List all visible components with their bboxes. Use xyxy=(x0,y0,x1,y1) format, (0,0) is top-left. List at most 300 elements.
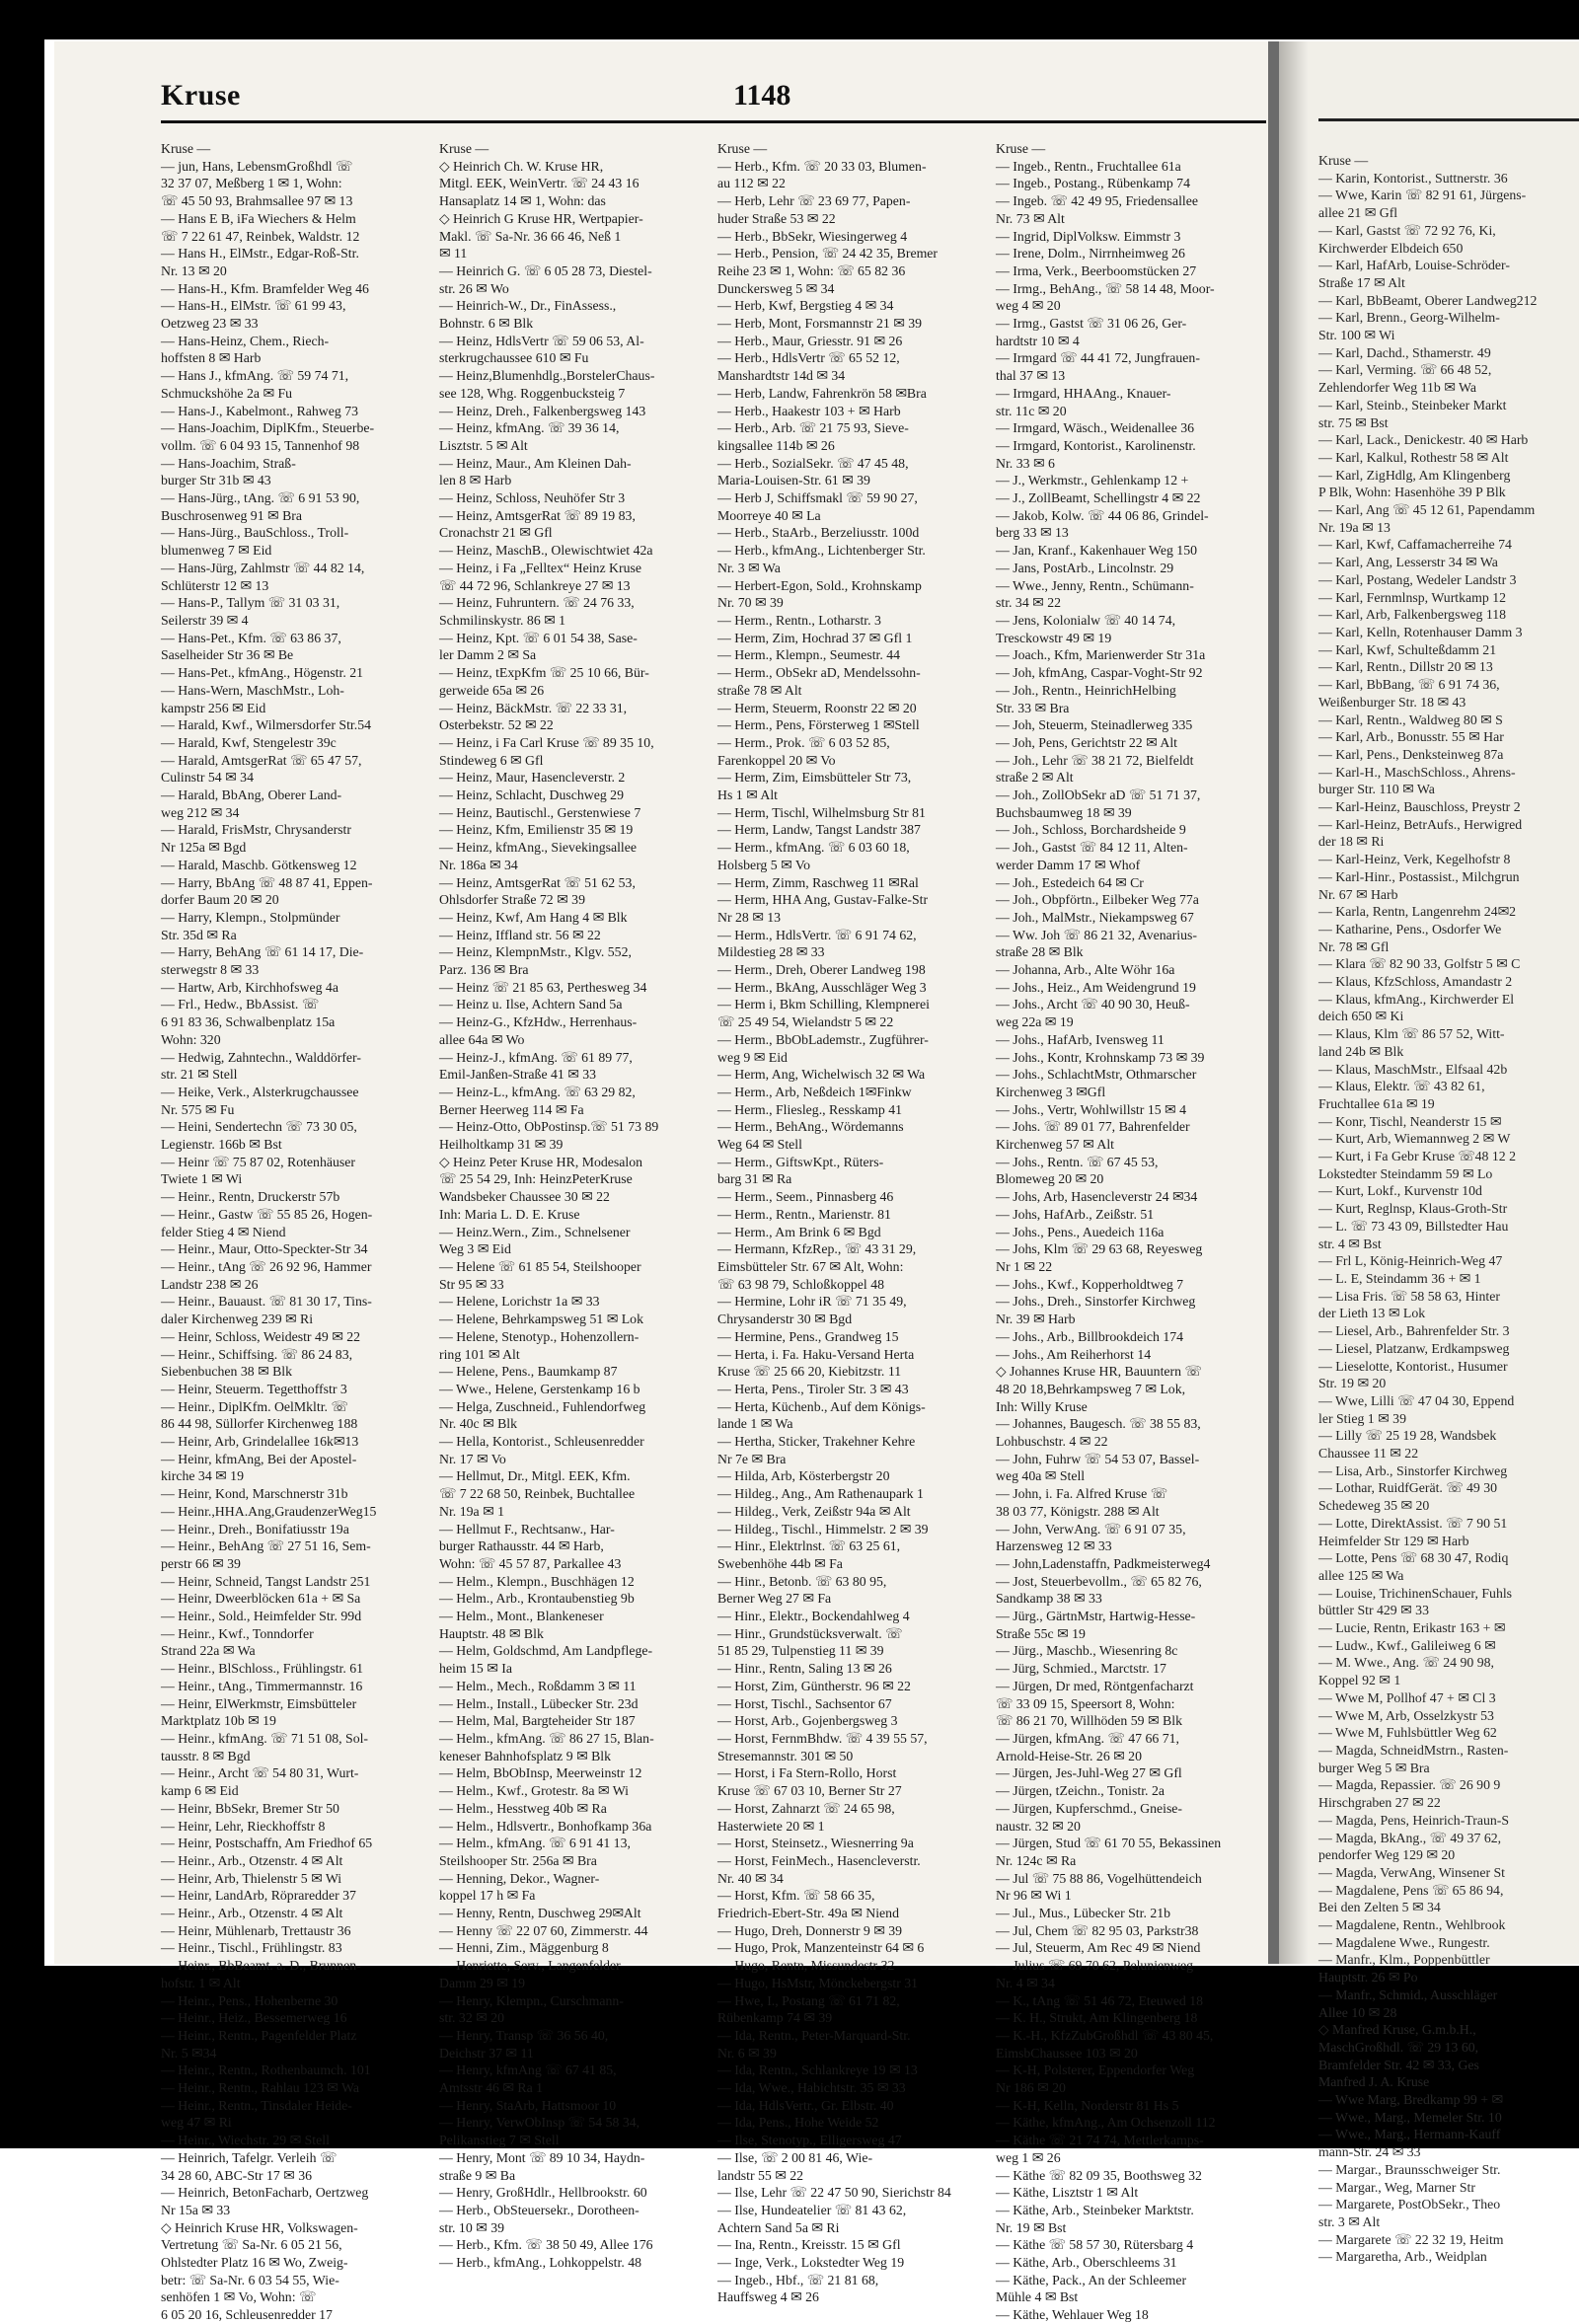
directory-entry-line: Nr. 17 ✉ Vo xyxy=(439,1451,506,1466)
directory-entry-line: — Irmg., BehAng., ☏ 58 14 48, Moor- xyxy=(996,280,1215,296)
directory-entry-line: straße 78 ✉ Alt xyxy=(717,682,802,698)
directory-entry-line: — Henry, StaArb, Hattsmoor 10 xyxy=(439,2097,617,2113)
facing-page-entry-line: — Karl, Kwf, Caffamacherreihe 74 xyxy=(1318,537,1512,553)
directory-entry-line: — Herm., Arb, Neßdeich 1✉Finkw xyxy=(717,1084,912,1099)
directory-entry-line: — Heinr, Lehr, Rieckhoffstr 8 xyxy=(161,1818,326,1834)
facing-page-entry-line: — Wwe M, Pollhof 47 + ✉ Cl 3 xyxy=(1318,1689,1496,1705)
directory-entry-line: — K., tAng ☏ 51 46 72, Eteuwed 18 xyxy=(996,1992,1204,2008)
directory-entry-line: Twiete 1 ✉ Wi xyxy=(161,1171,243,1187)
directory-entry-line: — Johs., Kwf., Kopperholdtweg 7 xyxy=(996,1276,1184,1292)
directory-entry-line: — Henry, kfmAng ☏ 67 41 85, xyxy=(439,2062,617,2078)
directory-entry-line: — Heinz, AmtsgerRat ☏ 89 19 83, xyxy=(439,507,636,523)
directory-entry-line: gerweide 65a ✉ 26 xyxy=(439,682,545,698)
facing-page-entry-line: der Lieth 13 ✉ Lok xyxy=(1318,1306,1426,1321)
directory-entry-line: — Käthe, Lisztstr 1 ✉ Alt xyxy=(996,2185,1139,2201)
directory-entry-line: sterwegstr 8 ✉ 33 xyxy=(161,962,260,978)
directory-entry-line: — Herb, Mont, Forsmannstr 21 ✉ 39 xyxy=(717,316,923,332)
directory-entry-line: burger Rathausstr. 44 ✉ Harb, xyxy=(439,1538,604,1554)
facing-page-entry-line: büttler Str 429 ✉ 33 xyxy=(1318,1603,1429,1618)
facing-page-entry-line: — Wwe M, Fuhlsbüttler Weg 62 xyxy=(1318,1725,1497,1741)
directory-entry-line: Nr. 70 ✉ 39 xyxy=(717,595,784,611)
facing-page-entry-line: — Margarete ☏ 22 32 19, Heitm xyxy=(1318,2231,1504,2247)
directory-entry-line: — Hinr., Grundstücksverwalt. ☏ xyxy=(717,1625,903,1641)
directory-entry-line: — Hans-Pet., kfmAng., Högenstr. 21 xyxy=(161,665,364,681)
directory-entry-line: weg 22a ✉ 19 xyxy=(996,1014,1074,1030)
directory-entry-line: — Irmgard, Wäsch., Weidenallee 36 xyxy=(996,420,1195,436)
facing-page-entry-line: — Karl, Steinb., Steinbeker Markt xyxy=(1318,397,1507,412)
directory-entry-line: — Helga, Zuschneid., Fuhlendorfweg xyxy=(439,1398,646,1414)
directory-entry-line: — Harald, BbAng, Oberer Land- xyxy=(161,787,342,803)
directory-entry-line: — Horst, Steinsetz., Wiesnerring 9a xyxy=(717,1836,914,1851)
directory-entry-line: Lisztstr. 5 ✉ Alt xyxy=(439,437,528,453)
directory-entry-line: kirche 34 ✉ 19 xyxy=(161,1468,244,1484)
directory-entry-line: ring 101 ✉ Alt xyxy=(439,1346,520,1362)
directory-entry-line: senhöfen 1 ✉ Vo, Wohn: ☏ xyxy=(161,2289,317,2305)
directory-entry-line: — Heinr., BlSchloss., Frühlingstr. 61 xyxy=(161,1661,364,1677)
directory-entry-line: Nr 1 ✉ 22 xyxy=(996,1259,1053,1274)
directory-entry-line: — Ingeb. ☏ 42 49 95, Friedensallee xyxy=(996,193,1198,209)
directory-entry-line: ◇ Heinrich Kruse HR, Volkswagen- xyxy=(161,2219,358,2235)
directory-entry-line: — Herm, Tischl, Wilhelmsburg Str 81 xyxy=(717,804,926,820)
directory-entry-line: hardtstr 10 ✉ 4 xyxy=(996,333,1080,348)
facing-page-entry-line: Hauptstr. 26 ✉ Po xyxy=(1318,1970,1418,1986)
facing-page-entry-line: — Lucie, Rentn, Erikastr 163 + ✉ xyxy=(1318,1620,1506,1636)
directory-entry-line: — Heinr, Arb, Grindelallee 16k✉13 xyxy=(161,1434,359,1450)
facing-page-entry-line: — Manfr., Schmid., Ausschläger xyxy=(1318,1987,1498,2002)
facing-page-entry-line: deich 650 ✉ Ki xyxy=(1318,1009,1404,1024)
directory-entry-line: Kirchenweg 57 ✉ Alt xyxy=(996,1137,1114,1153)
directory-entry-line: — Helene, Behrkampsweg 51 ✉ Lok xyxy=(439,1312,643,1327)
directory-entry-line: Sandkamp 38 ✉ 33 xyxy=(996,1591,1102,1607)
directory-entry-line: — Heinz, Maur, Hasencleverstr. 2 xyxy=(439,770,626,786)
facing-page-entry-line: str. 3 ✉ Alt xyxy=(1318,2213,1381,2229)
directory-entry-line: — Herm., Dreh, Oberer Landweg 198 xyxy=(717,962,926,978)
directory-entry-line: — Heinz, Fuhruntern. ☏ 24 76 33, xyxy=(439,595,635,611)
directory-entry-line: — Herm., BehAng., Wördemanns xyxy=(717,1119,904,1135)
facing-page-entry-line: — Wwe, Karin ☏ 82 91 61, Jürgens- xyxy=(1318,187,1527,203)
page-header xyxy=(54,79,1268,118)
directory-entry-line: — Irmgard ☏ 44 41 72, Jungfrauen- xyxy=(996,350,1200,366)
directory-entry-line: blumenweg 7 ✉ Eid xyxy=(161,543,272,559)
directory-entry-line: — Heinr., Rentn., Pagenfelder Platz xyxy=(161,2027,357,2043)
directory-entry-line: — Herm., Rentn., Lotharstr. 3 xyxy=(717,612,881,628)
directory-entry-line: — Harry, Klempn., Stolpmünder xyxy=(161,909,340,925)
facing-page-entry-line: Str. 19 ✉ 20 xyxy=(1318,1376,1387,1391)
directory-entry-line: — Herm, Landw, Tangst Landstr 387 xyxy=(717,822,921,838)
directory-entry-line: Str. 33 ✉ Bra xyxy=(996,700,1070,715)
directory-entry-line: Achtern Sand 5a ✉ Ri xyxy=(717,2219,840,2235)
directory-entry-line: — Herb., BbSekr, Wiesingerweg 4 xyxy=(717,228,908,244)
directory-entry-line: weg 4 ✉ 20 xyxy=(996,298,1061,314)
directory-entry-line: Nr 125a ✉ Bgd xyxy=(161,840,247,856)
directory-entry-line: — Jul., Mus., Lübecker Str. 21b xyxy=(996,1906,1171,1921)
directory-entry-line: — Herb, Lehr ☏ 23 69 77, Papen- xyxy=(717,193,911,209)
directory-entry-line: Makl. ☏ Sa-Nr. 36 66 46, Neß 1 xyxy=(439,228,622,244)
directory-entry-line: — Herm., Fliesleg., Resskamp 41 xyxy=(717,1101,903,1117)
directory-entry-line: — Helm., Install., Lübecker Str. 23d xyxy=(439,1695,639,1711)
facing-page-entry-line: — Karl-Heinz, Bauschloss, Preystr 2 xyxy=(1318,799,1521,815)
directory-entry-line: — Harry, BehAng ☏ 61 14 17, Die- xyxy=(161,944,364,960)
directory-entry-line: — Heinz-J., kfmAng. ☏ 61 89 77, xyxy=(439,1049,633,1065)
facing-page-entry-line: — Lisa, Arb., Sinstorfer Kirchweg xyxy=(1318,1462,1508,1478)
directory-entry-line: allee 64a ✉ Wo xyxy=(439,1031,525,1047)
directory-entry-line: Heilholtkamp 31 ✉ 39 xyxy=(439,1137,564,1153)
directory-entry-line: — Jürgen, kfmAng. ☏ 47 66 71, xyxy=(996,1730,1180,1746)
directory-entry-line: Nr. 40c ✉ Blk xyxy=(439,1416,518,1432)
facing-page-entry-line: Schedeweg 35 ✉ 20 xyxy=(1318,1498,1430,1514)
directory-entry-line: — Heinz, AmtsgerRat ☏ 51 62 53, xyxy=(439,874,636,890)
facing-page-entry-line: — Magda, Repassier. ☏ 26 90 9 xyxy=(1318,1777,1501,1793)
facing-page-entry-line: — Karla, Rentn, Langenrehm 24✉2 xyxy=(1318,904,1517,920)
directory-entry-line: — Herm., Rentn., Marienstr. 81 xyxy=(717,1206,891,1222)
directory-entry-line: — Heini, Sendertechn ☏ 73 30 05, xyxy=(161,1119,357,1135)
directory-entry-line: Holsberg 5 ✉ Vo xyxy=(717,857,810,872)
directory-entry-line: — Joh., ZollObSekr aD ☏ 51 71 37, xyxy=(996,787,1201,803)
directory-entry-line: Siebenbuchen 38 ✉ Blk xyxy=(161,1364,293,1380)
facing-page-entry-line: — Karl, Pens., Denksteinweg 87a xyxy=(1318,746,1504,762)
facing-page-entry-line: allee 21 ✉ Gfl xyxy=(1318,205,1398,221)
directory-entry-line: Hansaplatz 14 ✉ 1, Wohn: das xyxy=(439,193,606,209)
directory-entry-line: — Hermine, Pens., Grandweg 15 xyxy=(717,1328,899,1344)
directory-entry-line: — Jul ☏ 75 88 86, Vogelhüttendeich xyxy=(996,1870,1202,1886)
directory-entry-line: Pelikanstieg 7 ✉ Stell xyxy=(439,2133,560,2148)
directory-entry-line: — Helm., Mont., Blankeneser xyxy=(439,1609,604,1624)
directory-entry-line: Vertretung ☏ Sa-Nr. 6 05 21 56, xyxy=(161,2237,342,2253)
directory-entry-line: — Heinrich G. ☏ 6 05 28 73, Diestel- xyxy=(439,262,652,278)
directory-entry-line: Mühle 4 ✉ Bst xyxy=(996,2289,1079,2305)
directory-entry-line: — Joh, Steuerm, Steinadlerweg 335 xyxy=(996,717,1193,733)
facing-page-entry-line: — Karl, Ang, Lesserstr 34 ✉ Wa xyxy=(1318,555,1498,570)
directory-entry-line: — Hildeg., Tischl., Himmelstr. 2 ✉ 39 xyxy=(717,1521,929,1537)
directory-entry-line: — Heinz-Otto, ObPostinsp.☏ 51 73 89 xyxy=(439,1119,659,1135)
directory-entry-line: — Heinz, Dreh., Falkenbergsweg 143 xyxy=(439,403,646,418)
directory-entry-line: Nr. 6 ✉ 39 xyxy=(717,2045,777,2061)
facing-page-entry-line: — Karl, Postang, Wedeler Landstr 3 xyxy=(1318,571,1517,587)
directory-entry-line: — Helm, Goldschmd, Am Landpflege- xyxy=(439,1643,653,1659)
directory-entry-line: — Henning, Dekor., Wagner- xyxy=(439,1870,600,1886)
directory-entry-line: Kirchenweg 3 ✉Gfl xyxy=(996,1084,1106,1099)
directory-entry-line: — Hinr., Betonb. ☏ 63 80 95, xyxy=(717,1573,887,1589)
facing-page-entry-line: Hirschgraben 27 ✉ 22 xyxy=(1318,1795,1441,1811)
directory-entry-line: — Johs., Arb., Billbrookdeich 174 xyxy=(996,1328,1184,1344)
directory-entry-line: — Johannes, Baugesch. ☏ 38 55 83, xyxy=(996,1416,1201,1432)
directory-entry-line: Nr 28 ✉ 13 xyxy=(717,909,782,925)
directory-entry-line: — Herta, Küchenb., Auf dem Königs- xyxy=(717,1398,926,1414)
directory-entry-line: Nr. 73 ✉ Alt xyxy=(996,210,1065,226)
directory-entry-line: — Hermann, KfzRep., ☏ 43 31 29, xyxy=(717,1241,917,1257)
directory-entry-line: Nr. 19 ✉ Bst xyxy=(996,2219,1067,2235)
facing-page-entry-line: Bei den Zelten 5 ✉ 34 xyxy=(1318,1900,1441,1915)
directory-entry-line: — Heinz,Blumenhdlg.,BorstelerChaus- xyxy=(439,368,655,384)
directory-entry-line: — Henry, Transp ☏ 36 56 40, xyxy=(439,2027,609,2043)
facing-page-entry-line: — Karl, BbBang, ☏ 6 91 74 36, xyxy=(1318,677,1500,693)
directory-entry-line: — Hinr., Rentn, Saling 13 ✉ 26 xyxy=(717,1661,892,1677)
directory-entry-line: — Käthe, Wehlauer Weg 18 xyxy=(996,2307,1149,2323)
directory-entry-line: — Herb., StaArb., Berzeliusstr. 100d xyxy=(717,525,920,541)
directory-entry-line: — John, Fuhrw ☏ 54 53 07, Bassel- xyxy=(996,1451,1200,1466)
facing-page-entry-line: — Margarete, PostObSekr., Theo xyxy=(1318,2197,1501,2212)
directory-entry-line: 32 37 07, Meßberg 1 ✉ 1, Wohn: xyxy=(161,176,342,191)
directory-entry-line: Osterbekstr. 52 ✉ 22 xyxy=(439,717,554,733)
directory-entry-line: — Hwe, I., Postang ☏ 61 71 82, xyxy=(717,1992,900,2008)
directory-entry-line: — Herb, Kwf, Bergstieg 4 ✉ 34 xyxy=(717,298,894,314)
directory-entry-line: kingsallee 114b ✉ 26 xyxy=(717,437,835,453)
facing-page-entry-line: — Frl L, König-Heinrich-Weg 47 xyxy=(1318,1253,1503,1269)
facing-page-entry-line: Str. 100 ✉ Wi xyxy=(1318,328,1395,343)
facing-page-entry-line: — Karl-Hinr., Postassist., Milchgrun xyxy=(1318,868,1520,884)
directory-entry-line: — Jürg, Schmied., Marctstr. 17 xyxy=(996,1661,1166,1677)
facing-page-entry-line: — Wwe Marg, Bredkamp 99 + ✉ xyxy=(1318,2092,1504,2108)
directory-entry-line: koppel 17 h ✉ Fa xyxy=(439,1888,536,1904)
directory-entry-line: ☏ 63 98 79, Schloßkoppel 48 xyxy=(717,1276,885,1292)
directory-entry-line: — Heinz, kfmAng., Sievekingsallee xyxy=(439,840,638,856)
directory-entry-line: — Herm, Zim, Eimsbütteler Str 73, xyxy=(717,770,912,786)
directory-entry-line: Moorreye 40 ✉ La xyxy=(717,507,821,523)
directory-entry-line: — Heinr., kfmAng. ☏ 71 51 08, Sol- xyxy=(161,1730,369,1746)
directory-entry-line: — Helm., Hdlsvertr., Bonhofkamp 36a xyxy=(439,1818,652,1834)
directory-entry-line: — Heinz.Wern., Zim., Schnelsener xyxy=(439,1224,631,1239)
directory-entry-line: — Johs., Archt ☏ 40 90 30, Heuß- xyxy=(996,997,1190,1012)
directory-entry-line: — Inge, Verk., Lokstedter Weg 19 xyxy=(717,2255,905,2271)
directory-entry-line: — Joh., Estedeich 64 ✉ Cr xyxy=(996,874,1144,890)
facing-page-entry-line: — Karl-H., MaschSchloss., Ahrens- xyxy=(1318,764,1516,780)
facing-page-entry-line: — Klaus, Klm ☏ 86 57 52, Witt- xyxy=(1318,1026,1505,1042)
directory-entry-line: Hs 1 ✉ Alt xyxy=(717,787,779,803)
directory-entry-line: — Herm., ObSekr aD, Mendelssohn- xyxy=(717,665,921,681)
directory-entry-line: — Hugo, Dreh, Donnerstr 9 ✉ 39 xyxy=(717,1922,903,1938)
directory-entry-line: — Heinr., tAng., Timmermannstr. 16 xyxy=(161,1678,363,1693)
directory-entry-line: — Hans-H., Kfm. Bramfelder Weg 46 xyxy=(161,280,369,296)
directory-entry-line: Manshardtstr 14d ✉ 34 xyxy=(717,368,846,384)
directory-entry-line: Wandsbeker Chaussee 30 ✉ 22 xyxy=(439,1189,610,1205)
directory-entry-line: — Heinz, Schlacht, Duschweg 29 xyxy=(439,787,624,803)
directory-entry-line: ◇ Johannes Kruse HR, Bauuntern ☏ xyxy=(996,1364,1202,1380)
directory-entry-line: str. 21 ✉ Stell xyxy=(161,1067,238,1083)
directory-entry-line: sterkrugchaussee 610 ✉ Fu xyxy=(439,350,589,366)
directory-columns xyxy=(161,140,1266,2323)
directory-entry-line: — Hellmut, Dr., Mitgl. EEK, Kfm. xyxy=(439,1468,631,1484)
facing-page-entry-line: — L. ☏ 73 43 09, Billstedter Hau xyxy=(1318,1218,1509,1234)
directory-entry-line: Oetzweg 23 ✉ 33 xyxy=(161,316,259,332)
directory-entry-line: perstr 66 ✉ 39 xyxy=(161,1555,241,1571)
directory-entry-line: — Harald, AmtsgerRat ☏ 65 47 57, xyxy=(161,752,362,768)
directory-entry-line: Lohbuschstr. 4 ✉ 22 xyxy=(996,1434,1108,1450)
directory-entry-line: — Herb., Kfm. ☏ 20 33 03, Blumen- xyxy=(717,158,927,174)
directory-entry-line: — Herm., kfmAng. ☏ 6 03 60 18, xyxy=(717,840,910,856)
directory-entry-line: — Ilse, Hundeatelier ☏ 81 43 62, xyxy=(717,2202,907,2217)
directory-entry-line: — Heinr., Arb., Otzenstr. 4 ✉ Alt xyxy=(161,1906,343,1921)
facing-page-entry-line: Manfred J. A. Kruse xyxy=(1318,2074,1430,2090)
directory-entry-line: — Herb., kfmAng., Lohkoppelstr. 48 xyxy=(439,2255,642,2271)
directory-entry-line: — Hans-Wern, MaschMstr., Loh- xyxy=(161,682,344,698)
directory-entry-line: — Harald, Maschb. Götkensweg 12 xyxy=(161,857,357,872)
directory-entry-line: — Heinz, Kpt. ☏ 6 01 54 38, Sase- xyxy=(439,630,638,645)
directory-entry-line: — Ingeb., Postang., Rübenkamp 74 xyxy=(996,176,1190,191)
directory-entry-line: Inh: Willy Kruse xyxy=(996,1398,1088,1414)
directory-entry-line: — Heinr., Pens., Hohenberne 30 xyxy=(161,1992,338,2008)
directory-entry-line: — Heinr, kfmAng, Bei der Apostel- xyxy=(161,1451,357,1466)
directory-entry-line: Nr. 40 ✉ 34 xyxy=(717,1870,784,1886)
directory-entry-line: — Ilse, Lehr ☏ 22 47 50 90, Sierichstr 84 xyxy=(717,2185,951,2201)
directory-entry-line: weg 212 ✉ 34 xyxy=(161,804,240,820)
directory-entry-line: Mildestieg 28 ✉ 33 xyxy=(717,944,825,960)
facing-page-entry-line: — Karl, Dachd., Sthamerstr. 49 xyxy=(1318,344,1491,360)
directory-entry-line: — Johs, HafArb., Zeißstr. 51 xyxy=(996,1206,1155,1222)
directory-entry-line: — Hans-Pet., Kfm. ☏ 63 86 37, xyxy=(161,630,341,645)
directory-entry-line: — Heinr., tAng ☏ 26 92 96, Hammer xyxy=(161,1259,372,1274)
facing-page-entry-line: — Lotte, DirektAssist. ☏ 7 90 51 xyxy=(1318,1515,1508,1531)
directory-entry-line: — Ingeb., Rentn., Fruchtallee 61a xyxy=(996,158,1181,174)
directory-entry-line: kampstr 256 ✉ Eid xyxy=(161,700,266,715)
directory-entry-line: — Joh, Pens, Gerichtstr 22 ✉ Alt xyxy=(996,734,1178,750)
directory-entry-line: — Heinr, Mühlenarb, Trettaustr 36 xyxy=(161,1922,351,1938)
directory-entry-line: — Herm., Klempn., Seumestr. 44 xyxy=(717,647,901,663)
directory-entry-line: Kruse — xyxy=(717,141,768,156)
facing-page-entry-line: — Karl-Heinz, BetrAufs., Herwigred xyxy=(1318,816,1523,832)
directory-entry-line: ◇ Heinrich G Kruse HR, Wertpapier- xyxy=(439,210,643,226)
directory-entry-line: Bohnstr. 6 ✉ Blk xyxy=(439,316,534,332)
facing-page-entry-line: — Wwe, Lilli ☏ 47 04 30, Eppend xyxy=(1318,1392,1515,1408)
directory-entry-line: — Harald, Kwf., Wilmersdorfer Str.54 xyxy=(161,717,371,733)
directory-entry-line: — Henriette, Serv., Langenfelder xyxy=(439,1958,621,1974)
directory-entry-line: — Helm., kfmAng. ☏ 6 91 41 13, xyxy=(439,1836,631,1851)
directory-entry-line: Harzensweg 12 ✉ 33 xyxy=(996,1538,1112,1554)
facing-page-entry-line: — Magda, BkAng., ☏ 49 37 62, xyxy=(1318,1830,1502,1845)
directory-entry-line: — Jul, Chem ☏ 82 95 03, Parkstr38 xyxy=(996,1922,1199,1938)
directory-entry-line: — Johs., Rentn. ☏ 67 45 53, xyxy=(996,1154,1159,1169)
book-gutter xyxy=(1268,41,1279,1964)
directory-entry-line: — Horst, i Fa Stern-Rollo, Horst xyxy=(717,1765,897,1781)
scan-border-left xyxy=(0,0,44,2148)
directory-entry-line: barg 31 ✉ Ra xyxy=(717,1171,792,1187)
directory-entry-line: — Hans J., kfmAng. ☏ 59 74 71, xyxy=(161,368,349,384)
directory-entry-line: see 128, Whg. Roggenbucksteig 7 xyxy=(439,385,626,401)
directory-entry-line: — Herb., Haakestr 103 + ✉ Harb xyxy=(717,403,901,418)
directory-entry-line: — Heinr., Archt ☏ 54 80 31, Wurt- xyxy=(161,1765,359,1781)
directory-entry-line: — Heinr, Dweerblöcken 61a + ✉ Sa xyxy=(161,1591,361,1607)
directory-entry-line: — Ingeb., Hbf., ☏ 21 81 68, xyxy=(717,2272,879,2287)
directory-entry-line: — Horst, Zim, Güntherstr. 96 ✉ 22 xyxy=(717,1678,911,1693)
directory-entry-line: — Käthe ☏ 58 57 30, Rütersbarg 4 xyxy=(996,2237,1194,2253)
directory-entry-line: — Heinz, i Fa Carl Kruse ☏ 89 35 10, xyxy=(439,734,654,750)
directory-entry-line: 6 05 20 16, Schleusenredder 17 xyxy=(161,2307,333,2323)
gutter-shadow xyxy=(1279,41,1309,1964)
directory-entry-line: Blomeweg 20 ✉ 20 xyxy=(996,1171,1104,1187)
directory-entry-line: — Hilda, Arb, Kösterbergstr 20 xyxy=(717,1468,890,1484)
directory-entry-line: — K.-H., KfzZubGroßhdl ☏ 43 80 45, xyxy=(996,2027,1214,2043)
directory-entry-line: — Heinr., Rentn., Rothenbaumch. 101 xyxy=(161,2062,371,2078)
facing-page-entry-line: — Karl, Kwf, Schulteßdamm 21 xyxy=(1318,641,1497,657)
directory-entry-line: Ohlsdorfer Straße 72 ✉ 39 xyxy=(439,892,585,908)
directory-entry-line: — Hans-Jürg., tAng. ☏ 6 91 53 90, xyxy=(161,490,360,506)
directory-entry-line: — Heinr., BehAng ☏ 27 51 16, Sem- xyxy=(161,1538,371,1554)
facing-page xyxy=(1279,41,1579,2265)
directory-entry-line: — Jan, Kranf., Kakenhauer Weg 150 xyxy=(996,543,1197,559)
directory-entry-line: Nr. 186a ✉ 34 xyxy=(439,857,518,872)
directory-entry-line: Nr. 19a ✉ 1 xyxy=(439,1503,504,1519)
directory-entry-line: — Hinr., Elektrlnst. ☏ 63 25 61, xyxy=(717,1538,901,1554)
facing-page-entry-line: — Margar., Braunsschweiger Str. xyxy=(1318,2161,1501,2177)
directory-entry-line: Chrysanderstr 30 ✉ Bgd xyxy=(717,1312,853,1327)
directory-entry-line: — Heinrich-W., Dr., FinAssess., xyxy=(439,298,617,314)
directory-entry-line: — Heinr ☏ 75 87 02, Rotenhäuser xyxy=(161,1154,355,1169)
facing-page-entry-line: — Magda, VerwAng, Winsener St xyxy=(1318,1864,1505,1880)
directory-entry-line: — Irmgard, HHAAng., Knauer- xyxy=(996,385,1171,401)
directory-entry-line: — Heinr, BbSekr, Bremer Str 50 xyxy=(161,1800,339,1816)
facing-page-entry-line: — Louise, TrichinenSchauer, Fuhls xyxy=(1318,1585,1513,1601)
directory-entry-line: 38 03 77, Königstr. 288 ✉ Alt xyxy=(996,1503,1160,1519)
directory-entry-line: — Herb., ObSteuersekr., Dorotheen- xyxy=(439,2202,639,2217)
directory-entry-line: — Heinrich, BetonFacharb, Oertzweg xyxy=(161,2185,369,2201)
directory-entry-line: Steilshooper Str. 256a ✉ Bra xyxy=(439,1852,597,1868)
facing-page-entry-line: — Karl, Gastst ☏ 72 92 76, Ki, xyxy=(1318,222,1496,238)
facing-page-entry-line: Lokstedter Steindamm 59 ✉ Lo xyxy=(1318,1165,1493,1181)
directory-entry-line: — Hertha, Sticker, Trakehner Kehre xyxy=(717,1434,916,1450)
facing-page-entry-line: — Karin, Kontorist., Suttnerstr. 36 xyxy=(1318,170,1508,186)
directory-entry-line: Tresckowstr 49 ✉ 19 xyxy=(996,630,1112,645)
facing-page-entry-line: Heimfelder Str 129 ✉ Harb xyxy=(1318,1533,1469,1548)
directory-entry-line: — Herm., HdlsVertr. ☏ 6 91 74 62, xyxy=(717,927,917,942)
facing-page-entry-line: — Liesel, Arb., Bahrenfelder Str. 3 xyxy=(1318,1323,1510,1339)
facing-page-entry-line: — Lieselotte, Kontorist., Husumer xyxy=(1318,1358,1508,1374)
directory-entry-line: — Hella, Kontorist., Schleusenredder xyxy=(439,1434,644,1450)
directory-entry-line: — Heinr, Steuerm. Tegetthoffstr 3 xyxy=(161,1381,347,1396)
directory-column-4 xyxy=(996,140,1262,2323)
directory-entry-line: — Heinr., DiplKfm. OelMkltr. ☏ xyxy=(161,1398,348,1414)
directory-entry-line: Rübenkamp 74 ✉ 39 xyxy=(717,2010,833,2026)
directory-entry-line: — Hugo, Prok, Manzenteinstr 64 ✉ 6 xyxy=(717,1940,925,1956)
directory-entry-line: — John,Ladenstaffn, Padkmeisterweg4 xyxy=(996,1555,1211,1571)
directory-entry-line: — Heinz, Schloss, Neuhöfer Str 3 xyxy=(439,490,626,506)
directory-entry-line: Nr 15a ✉ 33 xyxy=(161,2202,231,2217)
directory-entry-line: — Horst, FernmBhdw. ☏ 4 39 55 57, xyxy=(717,1730,928,1746)
directory-entry-line: Deichstr 37 ✉ 11 xyxy=(439,2045,534,2061)
facing-page-entry-line: — Kurt, Lokf., Kurvenstr 10d xyxy=(1318,1183,1482,1199)
directory-entry-line: Berner Heerweg 114 ✉ Fa xyxy=(439,1101,584,1117)
directory-entry-line: — Joh., Gastst ☏ 84 12 11, Alten- xyxy=(996,840,1188,856)
facing-page-entry-line: P Blk, Wohn: Hasenhöhe 39 P Blk xyxy=(1318,485,1506,500)
directory-entry-line: — Heinz ☏ 21 85 63, Perthesweg 34 xyxy=(439,979,647,995)
directory-entry-line: — Joh, kfmAng, Caspar-Voght-Str 92 xyxy=(996,665,1203,681)
directory-entry-line: Nr. 5 ✉34 xyxy=(161,2045,217,2061)
directory-entry-line: str. 32 ✉ 20 xyxy=(439,2010,504,2026)
facing-page-entry-line: — Lotte, Pens ☏ 68 30 47, Rodiq xyxy=(1318,1550,1509,1566)
facing-page-entry-line: — Wwe., Marg., Memeler Str. 10 xyxy=(1318,2109,1502,2125)
directory-entry-line: — Herb., Kfm. ☏ 38 50 49, Allee 176 xyxy=(439,2237,653,2253)
directory-entry-line: — Ww. Joh ☏ 86 21 32, Avenarius- xyxy=(996,927,1198,942)
directory-entry-line: Strand 22a ✉ Wa xyxy=(161,1643,256,1659)
directory-entry-line: Wohn: ☏ 45 57 87, Parkallee 43 xyxy=(439,1555,622,1571)
directory-entry-line: — Heinr., Wiechstr. 29 ✉ Stell xyxy=(161,2133,330,2148)
directory-entry-line: — Herta, i. Fa. Haku-Versand Herta xyxy=(717,1346,915,1362)
facing-page-entry-line: ler Stieg 1 ✉ 39 xyxy=(1318,1410,1406,1426)
directory-entry-line: — Heinr, Kond, Marschnerstr 31b xyxy=(161,1486,348,1502)
facing-page-entry-line: — Klaus, kfmAng., Kirchwerder El xyxy=(1318,991,1515,1007)
directory-entry-line: Marktplatz 10b ✉ 19 xyxy=(161,1713,276,1729)
directory-entry-line: ☏ 33 09 15, Speersort 8, Wohn: xyxy=(996,1695,1175,1711)
directory-entry-line: Nr 186 ✉ 20 xyxy=(996,2080,1066,2096)
directory-entry-line: — Heinrich, Tafelgr. Verleih ☏ xyxy=(161,2149,338,2165)
directory-entry-line: hoffsten 8 ✉ Harb xyxy=(161,350,262,366)
facing-page-entry-line: Nr. 67 ✉ Harb xyxy=(1318,886,1398,902)
directory-entry-line: — Helm, BbObInsp, Meerweinstr 12 xyxy=(439,1765,642,1781)
directory-entry-line: 48 20 18,Behrkampsweg 7 ✉ Lok, xyxy=(996,1381,1186,1396)
directory-entry-line: — Jürgen, Kupferschmd., Gneise- xyxy=(996,1800,1183,1816)
directory-entry-line: — Hans-H., ElMstr. ☏ 61 99 43, xyxy=(161,298,346,314)
directory-entry-line: — Hans-Heinz, Chem., Riech- xyxy=(161,333,330,348)
facing-page-rule xyxy=(1318,118,1579,121)
directory-entry-line: — Hildeg., Verk, Zeißstr 94a ✉ Alt xyxy=(717,1503,911,1519)
